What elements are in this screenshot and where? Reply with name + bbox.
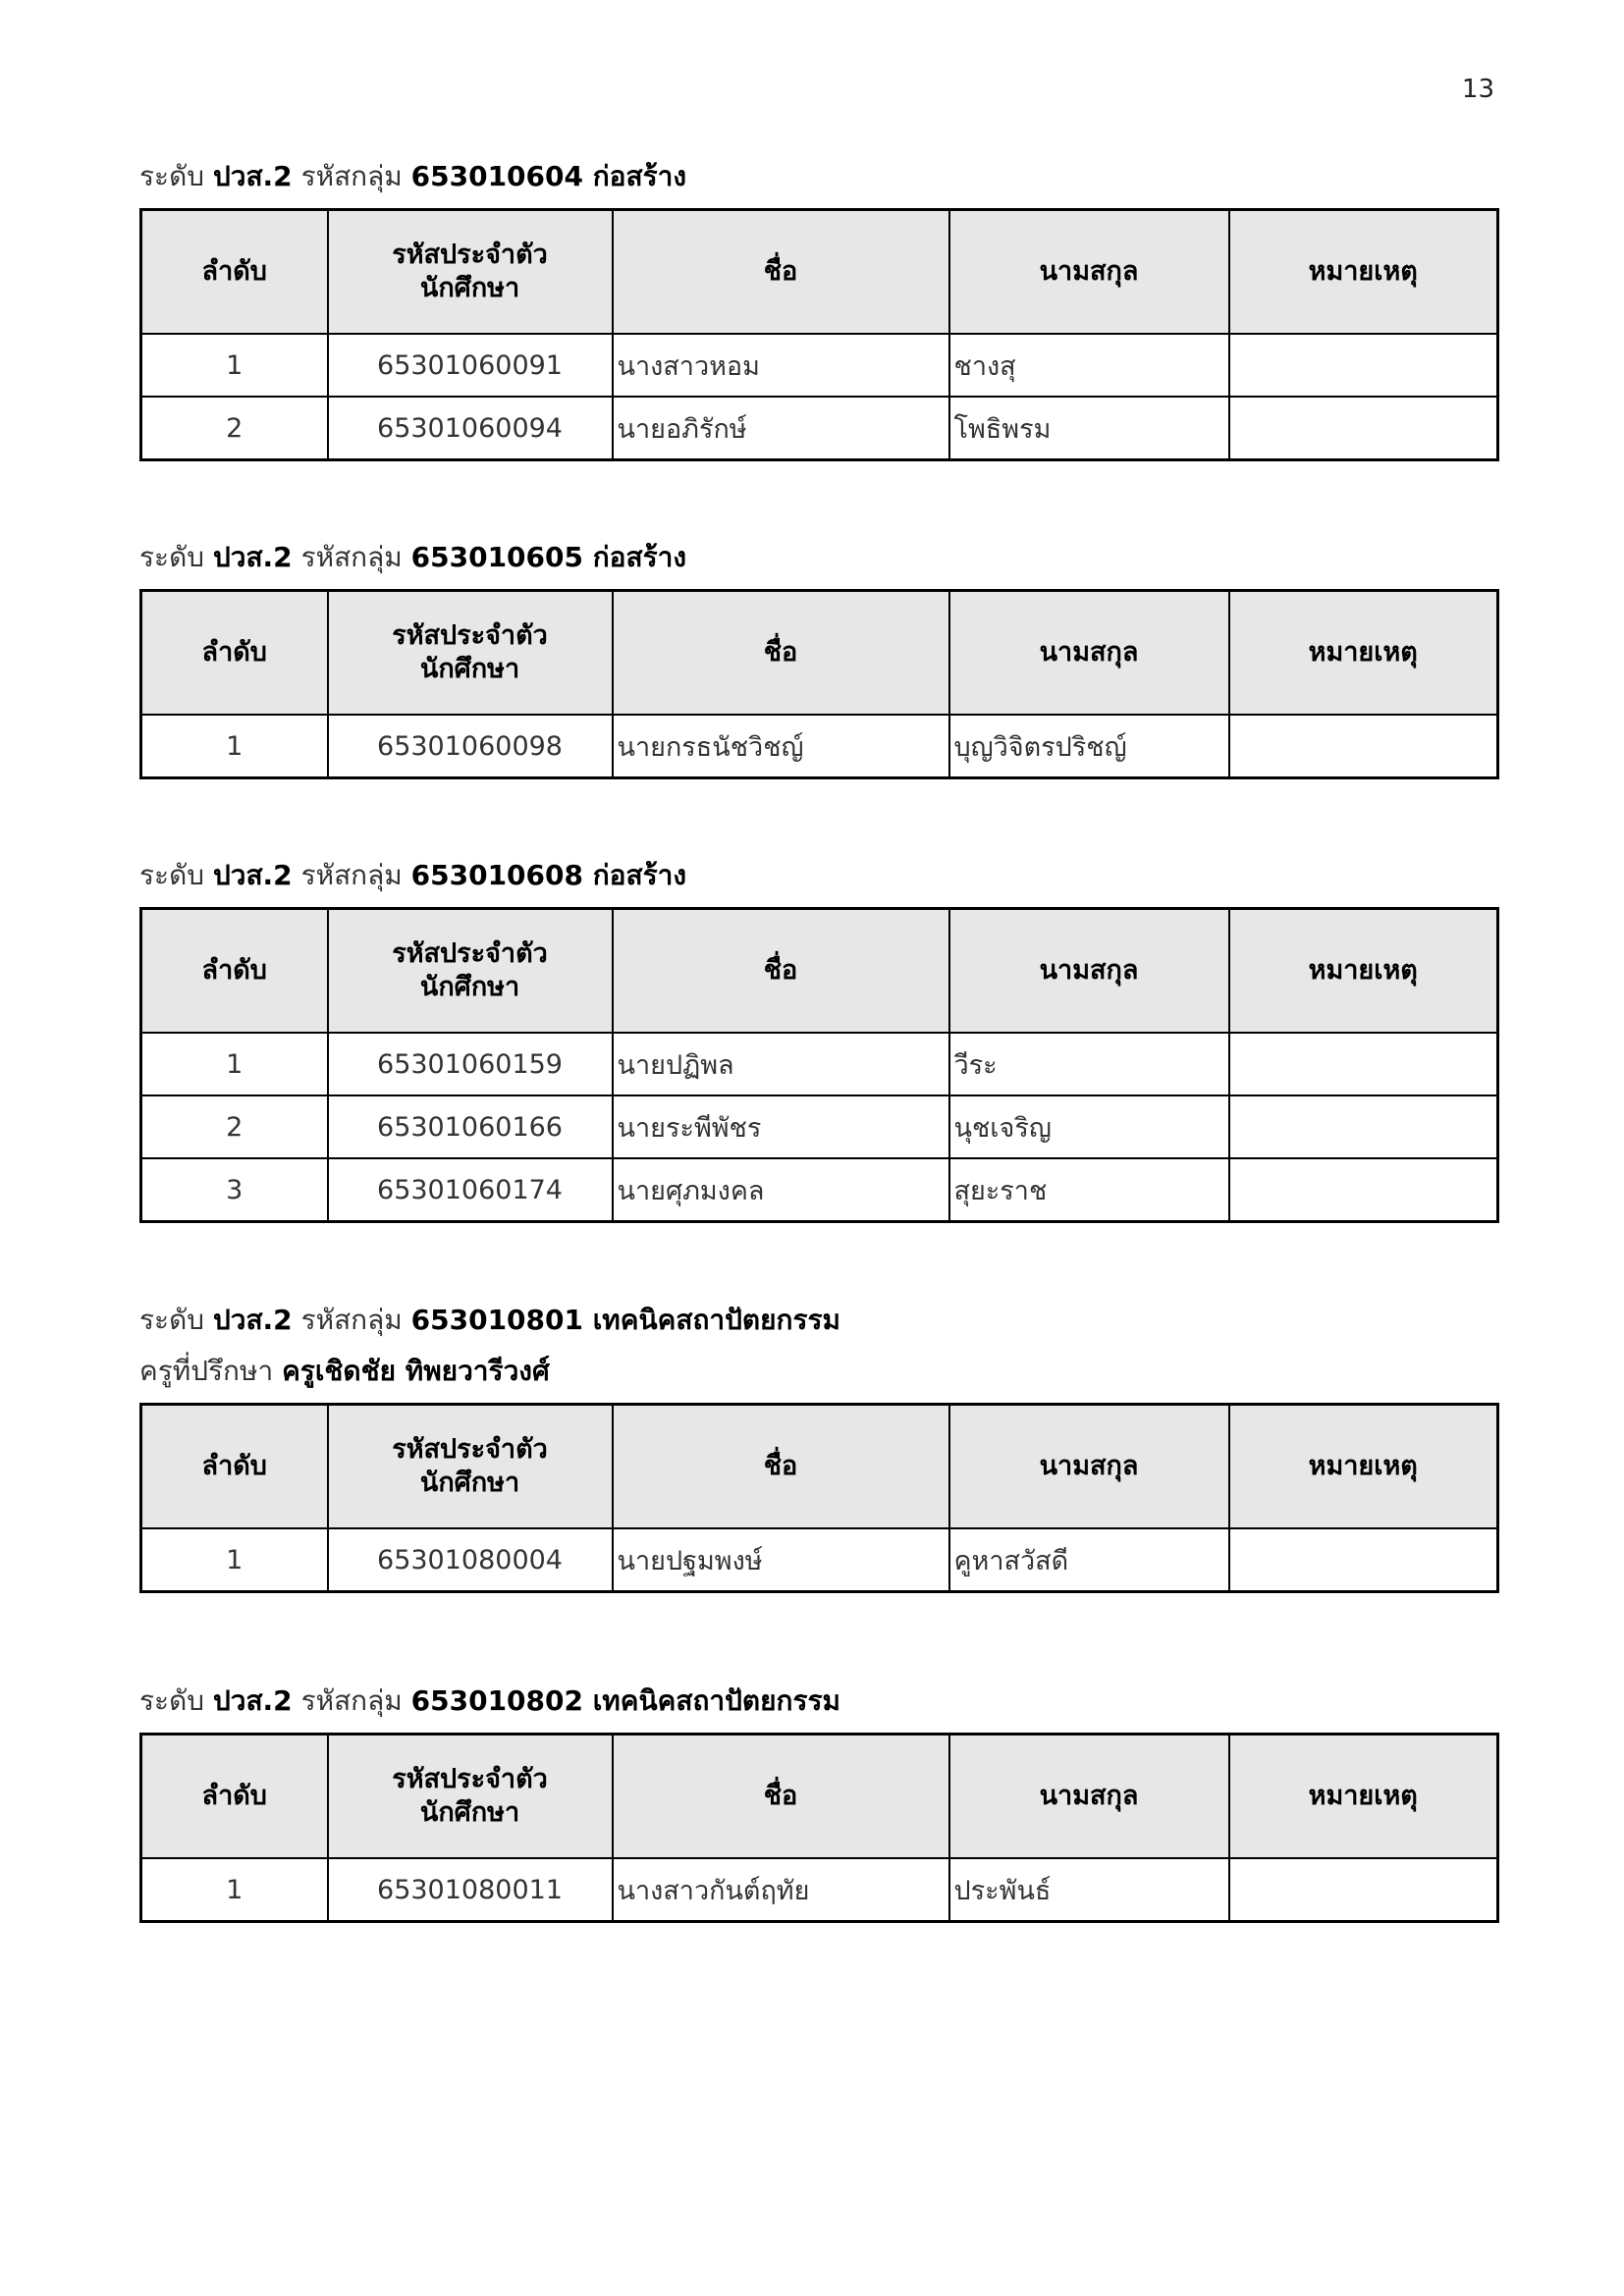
table-row <box>141 1158 1498 1222</box>
header-no-text: ลำดับ <box>201 637 267 667</box>
group-caption <box>139 1682 1496 1721</box>
group-label: รหัสกลุ่ม <box>300 859 403 891</box>
table-header-row <box>141 591 1498 716</box>
table-row <box>141 1858 1498 1922</box>
header-name-text: ชื่อ <box>763 1781 798 1811</box>
cell-name: นายอภิรักษ์ <box>613 397 949 460</box>
cell-student-id: 65301060159 <box>328 1033 613 1095</box>
table-row <box>141 1033 1498 1095</box>
header-surname-text: นามสกุล <box>1039 256 1139 287</box>
header-no <box>141 1735 328 1859</box>
level-label: ระดับ <box>139 1684 205 1717</box>
header-no <box>141 1405 328 1529</box>
cell-student-id: 65301080004 <box>328 1528 613 1592</box>
header-name <box>613 1735 949 1859</box>
header-name-text: ชื่อ <box>763 1451 798 1481</box>
cell-note <box>1229 397 1498 460</box>
header-name <box>613 591 949 716</box>
page-number: 13 <box>1461 75 1494 104</box>
header-student-id-text: นักศึกษา <box>419 1468 520 1498</box>
header-surname-text: นามสกุล <box>1039 1781 1139 1811</box>
header-no <box>141 591 328 716</box>
table-row <box>141 1528 1498 1592</box>
cell-no: 1 <box>141 1858 328 1922</box>
group-caption <box>139 1301 1496 1340</box>
header-student-id <box>328 210 613 335</box>
header-name-text: ชื่อ <box>763 256 798 287</box>
level-value: ปวส.2 <box>212 1684 293 1717</box>
header-surname <box>949 210 1229 335</box>
group-caption <box>139 157 1496 196</box>
table-header-row <box>141 1405 1498 1529</box>
header-student-id <box>328 1735 613 1859</box>
group-label: รหัสกลุ่ม <box>300 160 403 192</box>
header-surname <box>949 1735 1229 1859</box>
cell-no: 2 <box>141 1095 328 1158</box>
cell-note <box>1229 1033 1498 1095</box>
header-note-text: หมายเหตุ <box>1308 1781 1418 1811</box>
table-header-row <box>141 210 1498 335</box>
header-student-id-text: รหัสประจำตัว <box>392 240 548 270</box>
header-student-id <box>328 909 613 1034</box>
header-surname-text: นามสกุล <box>1039 1451 1139 1481</box>
cell-no: 3 <box>141 1158 328 1222</box>
cell-name: นายกรธนัชวิชญ์ <box>613 715 949 778</box>
group-caption <box>139 856 1496 895</box>
level-value: ปวส.2 <box>212 160 293 192</box>
cell-surname: นุชเจริญ <box>949 1095 1229 1158</box>
cell-surname: คูหาสวัสดี <box>949 1528 1229 1592</box>
header-note-text: หมายเหตุ <box>1308 256 1418 287</box>
cell-note <box>1229 1528 1498 1592</box>
table-row <box>141 334 1498 397</box>
cell-no: 1 <box>141 334 328 397</box>
cell-no: 1 <box>141 1033 328 1095</box>
header-student-id-text: นักศึกษา <box>419 1797 520 1828</box>
group-label: รหัสกลุ่ม <box>300 1304 403 1336</box>
header-surname <box>949 591 1229 716</box>
group-label: รหัสกลุ่ม <box>300 1684 403 1717</box>
cell-surname: ประพันธ์ <box>949 1858 1229 1922</box>
table-row <box>141 397 1498 460</box>
cell-surname: ชางสุ <box>949 334 1229 397</box>
cell-name: นางสาวกันต์ฤทัย <box>613 1858 949 1922</box>
header-student-id-text: รหัสประจำตัว <box>392 938 548 969</box>
cell-name: นายศุภมงคล <box>613 1158 949 1222</box>
header-no-text: ลำดับ <box>201 955 267 986</box>
header-student-id-text: รหัสประจำตัว <box>392 1764 548 1794</box>
level-value: ปวส.2 <box>212 541 293 573</box>
level-label: ระดับ <box>139 541 205 573</box>
header-student-id-text: รหัสประจำตัว <box>392 1434 548 1465</box>
cell-student-id: 65301060094 <box>328 397 613 460</box>
header-note <box>1229 1735 1498 1859</box>
cell-note <box>1229 715 1498 778</box>
group-value: 653010802 เทคนิคสถาปัตยกรรม <box>410 1684 840 1717</box>
level-value: ปวส.2 <box>212 1304 293 1336</box>
student-table <box>139 1403 1499 1593</box>
header-surname-text: นามสกุล <box>1039 955 1139 986</box>
cell-note <box>1229 1158 1498 1222</box>
cell-student-id: 65301080011 <box>328 1858 613 1922</box>
cell-no: 1 <box>141 1528 328 1592</box>
cell-surname: บุญวิจิตรปริชญ์ <box>949 715 1229 778</box>
student-group-section <box>139 538 1496 779</box>
header-note <box>1229 591 1498 716</box>
header-no-text: ลำดับ <box>201 256 267 287</box>
student-group-section <box>139 157 1496 461</box>
header-note <box>1229 1405 1498 1529</box>
group-value: 653010604 ก่อสร้าง <box>410 160 687 192</box>
header-name-text: ชื่อ <box>763 955 798 986</box>
header-name-text: ชื่อ <box>763 637 798 667</box>
level-label: ระดับ <box>139 1304 205 1336</box>
cell-name: นายระพีพัชร <box>613 1095 949 1158</box>
student-table <box>139 208 1499 461</box>
table-header-row <box>141 909 1498 1034</box>
advisor-label: ครูที่ปรึกษา <box>139 1355 274 1387</box>
level-label: ระดับ <box>139 859 205 891</box>
header-student-id-text: นักศึกษา <box>419 273 520 303</box>
level-value: ปวส.2 <box>212 859 293 891</box>
cell-student-id: 65301060166 <box>328 1095 613 1158</box>
student-group-section <box>139 856 1496 1223</box>
student-group-section <box>139 1682 1496 1923</box>
group-label: รหัสกลุ่ม <box>300 541 403 573</box>
cell-name: นายปฐมพงษ์ <box>613 1528 949 1592</box>
table-row <box>141 715 1498 778</box>
group-value: 653010608 ก่อสร้าง <box>410 859 687 891</box>
group-value: 653010605 ก่อสร้าง <box>410 541 687 573</box>
header-no-text: ลำดับ <box>201 1451 267 1481</box>
table-header-row <box>141 1735 1498 1859</box>
header-surname <box>949 909 1229 1034</box>
student-table <box>139 907 1499 1223</box>
student-table <box>139 1733 1499 1923</box>
cell-note <box>1229 1095 1498 1158</box>
table-row <box>141 1095 1498 1158</box>
cell-student-id: 65301060098 <box>328 715 613 778</box>
header-student-id-text: นักศึกษา <box>419 972 520 1002</box>
advisor-name: ครูเชิดชัย ทิพยวารีวงศ์ <box>282 1355 550 1387</box>
header-note-text: หมายเหตุ <box>1308 1451 1418 1481</box>
header-surname <box>949 1405 1229 1529</box>
header-student-id <box>328 1405 613 1529</box>
header-no <box>141 909 328 1034</box>
cell-no: 1 <box>141 715 328 778</box>
header-note-text: หมายเหตุ <box>1308 955 1418 986</box>
cell-student-id: 65301060091 <box>328 334 613 397</box>
cell-note <box>1229 334 1498 397</box>
group-value: 653010801 เทคนิคสถาปัตยกรรม <box>410 1304 840 1336</box>
cell-surname: โพธิพรม <box>949 397 1229 460</box>
header-note <box>1229 210 1498 335</box>
header-no <box>141 210 328 335</box>
cell-name: นายปฏิพล <box>613 1033 949 1095</box>
header-student-id-text: รหัสประจำตัว <box>392 620 548 651</box>
header-note <box>1229 909 1498 1034</box>
header-name <box>613 210 949 335</box>
group-caption <box>139 538 1496 577</box>
header-student-id <box>328 591 613 716</box>
cell-no: 2 <box>141 397 328 460</box>
header-no-text: ลำดับ <box>201 1781 267 1811</box>
header-note-text: หมายเหตุ <box>1308 637 1418 667</box>
cell-surname: วีระ <box>949 1033 1229 1095</box>
header-student-id-text: นักศึกษา <box>419 654 520 684</box>
student-table <box>139 589 1499 779</box>
header-surname-text: นามสกุล <box>1039 637 1139 667</box>
cell-student-id: 65301060174 <box>328 1158 613 1222</box>
level-label: ระดับ <box>139 160 205 192</box>
student-group-section <box>139 1301 1496 1593</box>
cell-note <box>1229 1858 1498 1922</box>
advisor-caption <box>139 1352 1496 1391</box>
cell-surname: สุยะราช <box>949 1158 1229 1222</box>
header-name <box>613 1405 949 1529</box>
cell-name: นางสาวหอม <box>613 334 949 397</box>
header-name <box>613 909 949 1034</box>
